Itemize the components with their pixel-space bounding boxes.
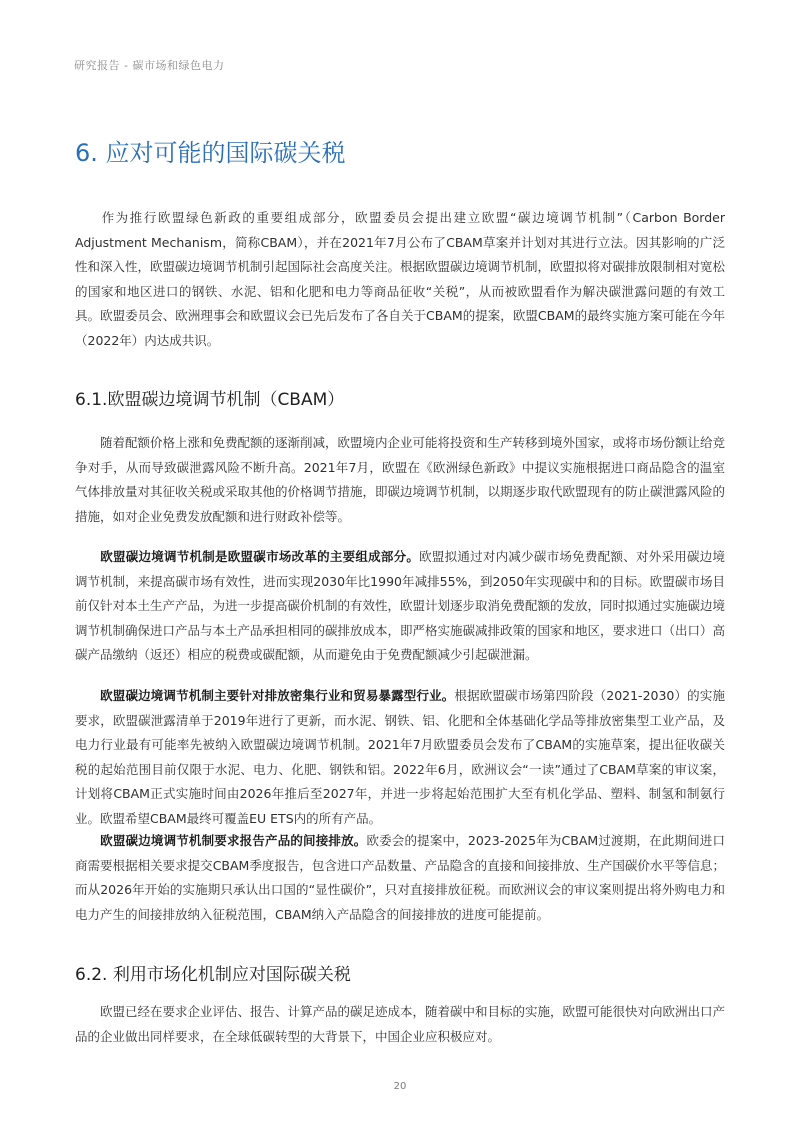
paragraph-lead: 欧盟碳边境调节机制主要针对排放密集行业和贸易暴露型行业。 [100,688,455,703]
paragraph-lead: 欧盟碳边境调节机制是欧盟碳市场改革的主要组成部分。 [100,549,420,564]
paragraph-text: 欧盟已经在要求企业评估、报告、计算产品的碳足迹成本，随着碳中和目标的实施，欧盟可能很快对向欧洲出口产品的企业做出同样要求，在全球低碳转型的大背景下，中国企业应积极应对。 [75,1004,726,1044]
cbam-paragraph-3 [75,684,725,832]
market-mechanism-paragraph [75,1000,725,1049]
page-number: 20 [393,1081,407,1092]
subsection-title-6-2: 6.2. 利用市场化机制应对国际碳关税 [75,965,351,985]
paragraph-lead: 欧盟碳边境调节机制要求报告产品的间接排放。 [100,833,367,848]
paragraph-text: 根据欧盟碳市场第四阶段（2021-2030）的实施要求，欧盟碳泄露清单于2019年进行了更新，而水泥、钢铁、铝、化肥和全体基础化学品等排放密集型工业产品，及电力行业最有可能率先被纳入欧盟碳边境调节机制。2021年7月欧盟委员会发布了CBAM的实施草案，提出征收碳关税的起始范围目前仅限于水泥、电力、化肥、钢铁和铝。2022年6月，欧洲议会“一读”通过了CBAM草案的审议案，计划将CBAM正式实施时间由2026年推后至2027年，并进一步将起始范围扩大至有机化学品、塑料、制氢和制氨行业。欧盟希望CBAM最终可覆盖EU ETS内的所有产品。 [75,688,725,826]
cbam-paragraph-4 [75,829,725,927]
paragraph-text: 欧委会的提案中，2023-2025年为CBAM过渡期，在此期间进口商需要根据相关要求提交CBAM季度报告，包含进口产品数量、产品隐含的直接和间接排放、生产国碳价水平等信息；而从2026年开始的实施期只承认出口国的“显性碳价”，只对直接排放征税。而欧洲议会的审议案则提出将外购电力和电力产生的间接排放纳入征税范围，CBAM纳入产品隐含的间接排放的进度可能提前。 [75,833,725,922]
running-header: 研究报告 - 碳市场和绿色电力 [74,59,225,72]
cbam-paragraph-1 [75,431,725,529]
cbam-paragraph-2 [75,545,725,668]
section-title: 6. 应对可能的国际碳关税 [75,139,346,167]
paragraph-text: 随着配额价格上涨和免费配额的逐渐削减，欧盟境内企业可能将投资和生产转移到境外国家，或将市场份额让给竞争对手，从而导致碳泄露风险不断升高。2021年7月，欧盟在《欧洲绿色新政》中提议实施根据进口商品隐含的温室气体排放量对其征收关税或采取其他的价格调节措施，即碳边境调节机制，以期逐步取代欧盟现有的防止碳泄露风险的措施，如对企业免费发放配额和进行财政补偿等。 [75,435,726,524]
paragraph-text: 欧盟拟通过对内减少碳市场免费配额、对外采用碳边境调节机制，来提高碳市场有效性，进而实现2030年比1990年减排55%，到2050年实现碳中和的目标。欧盟碳市场目前仅针对本土生产产品，为进一步提高碳价机制的有效性，欧盟计划逐步取消免费配额的发放，同时拟通过实施碳边境调节机制确保进口产品与本土产品承担相同的碳排放成本，即严格实施碳减排政策的国家和地区，要求进口（出口）高碳产品缴纳（返还）相应的税费或碳配额，从而避免由于免费配额减少引起碳泄漏。 [75,549,726,663]
intro-text: 作为推行欧盟绿色新政的重要组成部分，欧盟委员会提出建立欧盟“碳边境调节机制”（Carbon Border Adjustment Mechanism，简称CBAM），并在2021年7月公布了CBAM草案并计划对其进行立法。因其影响的广泛性和深入性，欧盟碳边境调节机制引起国际社会高度关注。根据欧盟碳边境调节机制，欧盟拟将对碳排放限制相对宽松的国家和地区进口的钢铁、水泥、铝和化肥和电力等商品征收“关税”，从而被欧盟看作为解决碳泄露问题的有效工具。欧盟委员会、欧洲理事会和欧盟议会已先后发布了各自关于CBAM的提案，欧盟CBAM的最终实施方案可能在今年（2022年）内达成共识。 [75,210,726,348]
subsection-title-6-1: 6.1.欧盟碳边境调节机制（CBAM） [75,390,345,410]
intro-paragraph [75,206,725,354]
